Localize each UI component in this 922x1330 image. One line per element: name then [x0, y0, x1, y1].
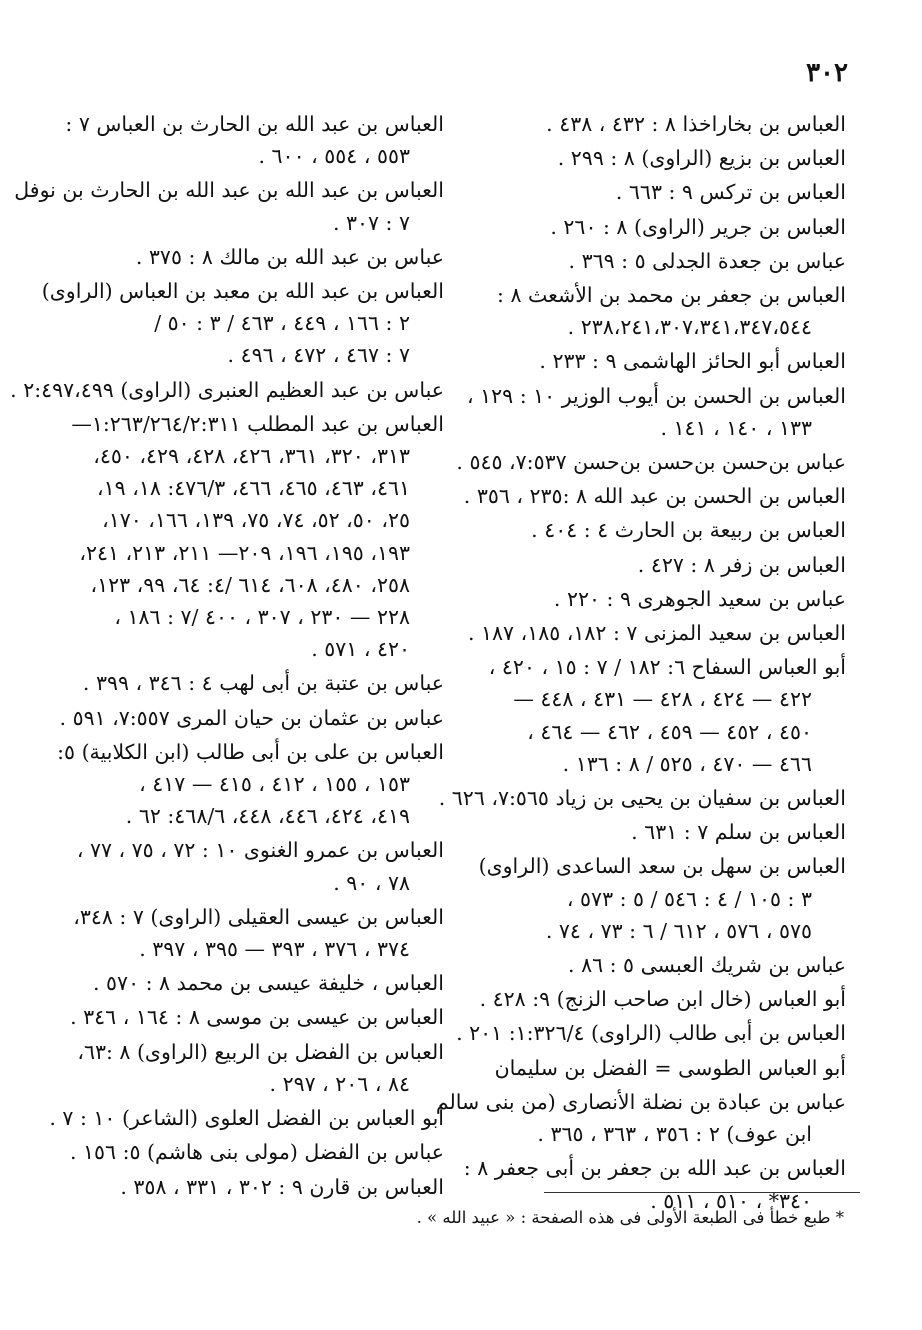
entry-continuation-line: ٢٥٨، ٤٨٠، ٦٠٨، ٦١٤ /٤: ٦٤، ٩٩، ١٢٣،	[90, 572, 410, 597]
entry-continuation-line: ٣١٣، ٣٢٠، ٣٦١، ٤٢٦، ٤٢٨، ٤٢٩، ٤٥٠،	[93, 444, 410, 469]
entry-heading-line: عباس بن عبد العظيم العنبرى (الراوى) ٢:٤٩٧،٤٩٩ .	[10, 377, 444, 402]
entry-heading-line: العباس بن عبد الله بن معبد بن العباس (الراوى)	[41, 279, 444, 304]
index-entry	[44, 1171, 444, 1203]
entry-heading-line: العباس بن قارن ٩ : ٣٠٢ ، ٣٣١ ، ٣٥٨ .	[120, 1174, 444, 1199]
index-entry	[10, 374, 444, 406]
entry-heading-line: العباس بن سلم ٧ : ٦٣١ .	[631, 820, 846, 845]
entry-heading-line: العباس بن ربيعة بن الحارث ٤ : ٤٠٤ .	[531, 518, 846, 543]
index-entry	[451, 617, 846, 649]
index-entry	[44, 1102, 444, 1134]
entry-heading-line: أبو العباس (خال ابن صاحب الزنج) ٩: ٤٢٨ .	[479, 987, 846, 1012]
entry-heading-line: عباس بن شريك العبسى ٥ : ٨٦ .	[568, 953, 846, 978]
index-entry	[451, 480, 846, 512]
index-entry	[451, 279, 846, 343]
index-entry	[435, 1086, 846, 1150]
entry-continuation-line: ٥٧٥ ، ٥٧٦ ، ٦١٢ / ٦ : ٧٣ ، ٧٤ .	[545, 918, 812, 943]
index-entry	[44, 736, 444, 833]
entry-heading-line: عباس بن سعيد الجوهرى ٩ : ٢٢٠ .	[553, 586, 846, 611]
entry-continuation-line: ٤٢٠ ، ٥٧١ .	[311, 637, 410, 662]
index-entry	[44, 667, 444, 699]
index-entry	[451, 949, 846, 981]
index-entry	[44, 1136, 444, 1168]
entry-heading-line: العباس أبو الحائز الهاشمى ٩ : ٢٣٣ .	[539, 349, 846, 374]
index-entry	[451, 816, 846, 848]
entry-continuation-line: ابن عوف) ٢ : ٣٥٦ ، ٣٦٣ ، ٣٦٥ .	[537, 1122, 812, 1147]
entry-heading-line: العباس بن بزيع (الراوى) ٨ : ٢٩٩ .	[557, 146, 846, 171]
entry-continuation-line: ٣ : ١٠٥ / ٤ : ٥٤٦ / ٥ : ٥٧٣ ،	[566, 886, 812, 911]
entry-continuation-line: ١٥٣ ، ١٥٥ ، ٤١٢ ، ٤١٥ — ٤١٧ ،	[139, 772, 410, 797]
entry-heading-line: عباس بن جعدة الجدلى ٥ : ٣٦٩ .	[568, 248, 846, 273]
entry-continuation-line: ٧ : ٤٦٧ ، ٤٧٢ ، ٤٩٦ .	[227, 343, 410, 368]
entry-continuation-line: ٨٤ ، ٢٠٦ ، ٢٩٧ .	[269, 1071, 410, 1096]
entry-continuation-line: ٢٥، ٥٠، ٥٢، ٧٤، ٧٥، ١٣٩، ١٦٦، ١٧٠،	[102, 508, 410, 533]
index-entry	[44, 702, 444, 734]
index-entry	[451, 245, 846, 277]
entry-heading-line: أبو العباس بن الفضل العلوى (الشاعر) ١٠ : ٧ .	[49, 1106, 444, 1131]
index-entry	[451, 446, 846, 478]
index-entry	[451, 176, 846, 208]
entry-heading-line: عباس بن عتبة بن أبى لهب ٤ : ٣٤٦ ، ٣٩٩ .	[82, 671, 444, 696]
index-entry	[451, 850, 846, 947]
page-number: ٣٠٢	[806, 58, 848, 88]
index-entry	[451, 380, 846, 444]
entry-heading-line: عباس بن عبادة بن نضلة الأنصارى (من بنى سالم	[435, 1089, 846, 1114]
entry-heading-line: العباس بن الحسن بن أيوب الوزير ١٠ : ١٢٩ ،	[467, 383, 846, 408]
entry-heading-line: أبو العباس الطوسى = الفضل بن سليمان	[494, 1055, 846, 1080]
entry-heading-line: عباس بن‌حسن بن‌حسن بن‌حسن ٧:٥٣٧، ٥٤٥ .	[456, 450, 846, 475]
entry-heading-line: العباس بن عبد الله بن عبد الله بن الحارث بن نوفل	[14, 178, 444, 203]
index-entry	[451, 108, 846, 140]
entry-continuation-line: ٤٦١، ٤٦٣، ٤٦٥، ٤٦٦، ٤٧٦/٣: ١٨، ١٩،	[97, 476, 410, 501]
entry-heading-line: العباس بن عمرو الغنوى ١٠ : ٧٢ ، ٧٥ ، ٧٧ ،	[76, 838, 444, 863]
index-entry	[14, 174, 444, 238]
entry-heading-line: العباس بن الفضل بن الربيع (الراوى) ٨ :٦٣،	[77, 1039, 444, 1064]
index-entry	[451, 651, 846, 780]
index-entry	[44, 108, 444, 172]
entry-continuation-line: ٢٣٨،٢٤١،٣٠٧،٣٤١،٣٤٧،٥٤٤ .	[567, 315, 812, 340]
entry-continuation-line: ١٩٣، ١٩٥، ١٩٦، ٢٠٩— ٢١١، ٢١٣، ٢٤١،	[79, 540, 410, 565]
entry-heading-line: العباس بن أبى طالب (الراوى) ١:٣٢٦/٤: ٢٠١ .	[456, 1021, 846, 1046]
index-entry	[451, 514, 846, 546]
index-entry	[451, 345, 846, 377]
index-entry	[44, 241, 444, 273]
index-column-left	[10, 108, 444, 1203]
entry-continuation-line: ٤٢٢ — ٤٢٤ ، ٤٢٨ — ٤٣١ ، ٤٤٨ —	[513, 687, 812, 712]
entry-heading-line: العباس بن سعيد المزنى ٧ : ١٨٢، ١٨٥، ١٨٧ .	[467, 621, 846, 646]
index-entry	[44, 967, 444, 999]
entry-continuation-line: ٧ : ٣٠٧ .	[332, 210, 410, 235]
entry-continuation-line: ٧٨ ، ٩٠ .	[333, 870, 410, 895]
entry-heading-line: العباس بن عيسى بن موسى ٨ : ١٦٤ ، ٣٤٦ .	[70, 1005, 444, 1030]
entry-heading-line: العباس بن عبد المطلب ١:٢٦٣/٢٦٤/٢:٣١١—	[71, 411, 444, 436]
index-entry	[44, 1001, 444, 1033]
index-entry	[451, 549, 846, 581]
index-entry	[438, 782, 846, 814]
entry-heading-line: العباس ، خليفة عيسى بن محمد ٨ : ٥٧٠ .	[93, 971, 444, 996]
entry-continuation-line: ٤١٩، ٤٢٤، ٤٤٦، ٤٤٨، ٤٦٨/٦: ٦٢ .	[125, 804, 410, 829]
footnote-divider	[544, 1192, 860, 1193]
entry-heading-line: العباس بن تركس ٩ : ٦٦٣ .	[615, 180, 846, 205]
entry-continuation-line: ٣٧٤ ، ٣٧٦ ، ٣٩٣ — ٣٩٥ ، ٣٩٧ .	[139, 937, 410, 962]
entry-heading-line: العباس بن جعفر بن محمد بن الأشعث ٨ :	[497, 283, 846, 308]
entry-heading-line: عباس بن عبد الله بن مالك ٨ : ٣٧٥ .	[135, 244, 444, 269]
index-entry	[44, 901, 444, 965]
entry-heading-line: العباس بن سهل بن سعد الساعدى (الراوى)	[478, 854, 846, 879]
index-entry	[451, 1017, 846, 1049]
entry-continuation-line: ٤٦٦ — ٤٧٠ ، ٥٢٥ / ٨ : ١٣٦ .	[562, 751, 812, 776]
entry-heading-line: عباس بن الفضل (مولى بنى هاشم) ٥: ١٥٦ .	[69, 1140, 444, 1165]
entry-continuation-line: ٤٥٠ ، ٤٥٢ — ٤٥٩ ، ٤٦٢ — ٤٦٤ ،	[527, 719, 812, 744]
index-entry	[451, 983, 846, 1015]
entry-heading-line: أبو العباس السفاح ٦: ١٨٢ / ٧ : ١٥ ، ٤٢٠ ،	[488, 655, 846, 680]
index-entry	[451, 1052, 846, 1084]
index-entry	[451, 211, 846, 243]
entry-heading-line: العباس بن بخاراخذا ٨ : ٤٣٢ ، ٤٣٨ .	[546, 112, 846, 136]
entry-heading-line: العباس بن عيسى العقيلى (الراوى) ٧ : ٣٤٨،	[73, 904, 444, 929]
entry-heading-line: العباس بن على بن أبى طالب (ابن الكلابية) ٥:	[57, 739, 444, 764]
index-entry	[44, 408, 444, 666]
index-entry	[41, 275, 444, 372]
entry-continuation-line: ٣٤٠* ، ٥١٠ ، ٥١١ .	[650, 1188, 812, 1213]
entry-continuation-line: ١٣٣ ، ١٤٠ ، ١٤١ .	[660, 415, 812, 440]
entry-continuation-line: ٢٢٨ — ٢٣٠ ، ٣٠٧ ، ٤٠٠ /٧ : ١٨٦ ،	[114, 605, 410, 630]
entry-continuation-line: ٥٥٣ ، ٥٥٤ ، ٦٠٠ .	[258, 144, 410, 169]
index-column-right	[435, 108, 846, 1217]
index-entry	[44, 1036, 444, 1100]
entry-heading-line: العباس بن جرير (الراوى) ٨ : ٢٦٠ .	[550, 214, 846, 239]
entry-heading-line: العباس بن عبد الله بن الحارث بن العباس ٧ :	[65, 112, 444, 136]
entry-heading-line: العباس بن سفيان بن يحيى بن زياد ٧:٥٦٥، ٦٢٦ .	[438, 786, 846, 811]
entry-continuation-line: ٢ : ١٦٦ ، ٤٤٩ ، ٤٦٣ / ٣ : ٥٠ /	[154, 311, 410, 336]
index-entry	[451, 142, 846, 174]
index-entry	[44, 834, 444, 898]
entry-heading-line: العباس بن عبد الله بن جعفر بن أبى جعفر ٨ :	[463, 1156, 846, 1181]
entry-heading-line: العباس بن الحسن بن عبد الله ٨ :٢٣٥ ، ٣٥٦ .	[463, 484, 846, 509]
footnote: * طبع خطأ فى الطبعة الأولى فى هذه الصفحة : « عبيد الله » .	[416, 1208, 844, 1227]
entry-heading-line: عباس بن عثمان بن حيان المرى ٧:٥٥٧، ٥٩١ .	[59, 705, 444, 730]
entry-heading-line: العباس بن زفر ٨ : ٤٢٧ .	[637, 552, 846, 577]
index-entry	[451, 583, 846, 615]
